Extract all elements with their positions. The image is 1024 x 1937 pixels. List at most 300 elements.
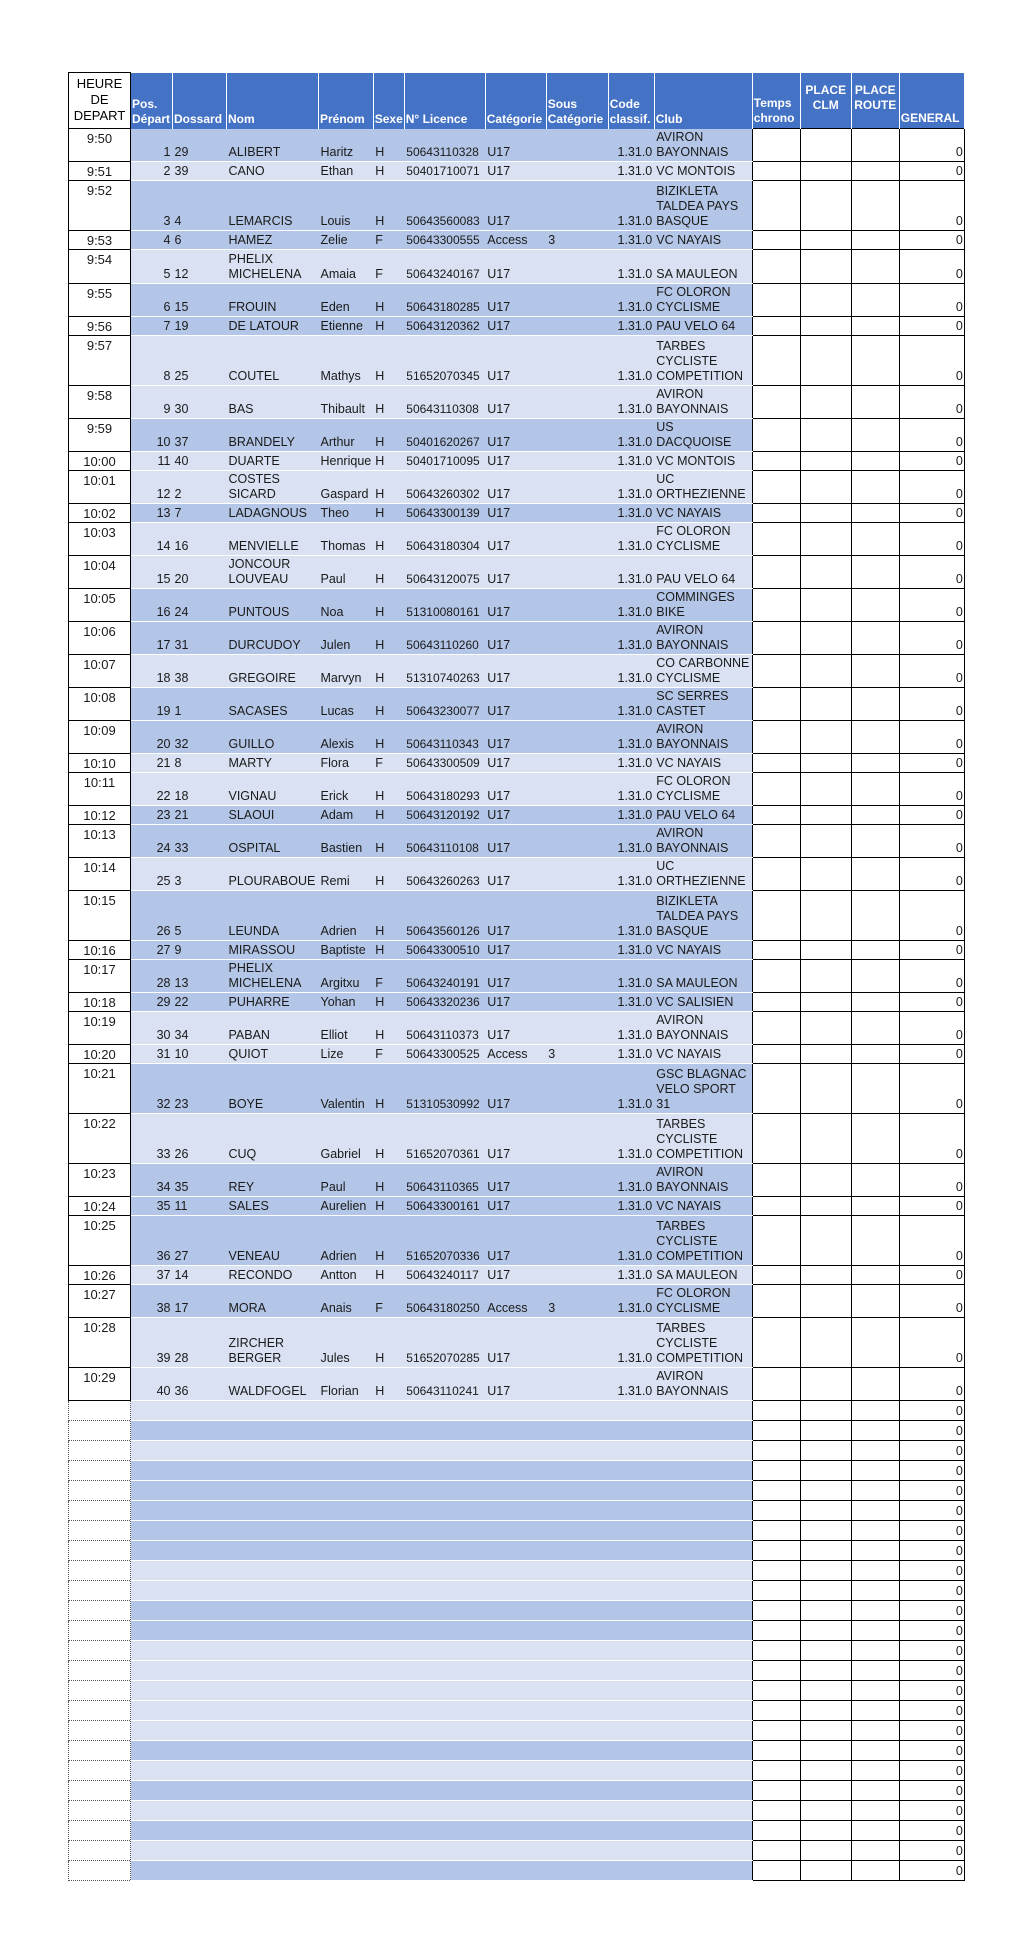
place-clm-cell — [800, 1064, 851, 1114]
sub-category-cell — [546, 589, 608, 622]
sub-category-cell — [546, 419, 608, 452]
table-row — [69, 1216, 965, 1266]
classification-code-cell — [608, 1501, 654, 1521]
start-time-cell: 9:52 — [69, 181, 131, 231]
general-cell: 0 — [899, 1521, 964, 1541]
category-cell — [485, 1501, 546, 1521]
table-row — [69, 858, 965, 891]
license-cell — [404, 1701, 485, 1721]
license-cell — [404, 1481, 485, 1501]
club-cell: SA MAULEON — [654, 960, 752, 993]
place-route-cell — [851, 336, 899, 386]
sex-cell — [373, 1541, 404, 1561]
classification-code-cell — [608, 1801, 654, 1821]
classification-code-cell: 1.31.0 — [608, 688, 654, 721]
license-cell — [404, 1541, 485, 1561]
category-cell — [485, 1541, 546, 1561]
sex-cell — [373, 1761, 404, 1781]
general-cell: 0 — [899, 858, 964, 891]
bib-number-cell: 30 — [173, 386, 227, 419]
general-cell: 0 — [899, 754, 964, 773]
sub-category-cell — [546, 471, 608, 504]
position-cell — [131, 1581, 173, 1601]
general-cell: 0 — [899, 1621, 964, 1641]
first-name-cell: Yohan — [319, 993, 374, 1012]
start-time-cell: 10:20 — [69, 1045, 131, 1064]
category-cell: U17 — [485, 941, 546, 960]
bib-number-cell: 26 — [173, 1114, 227, 1164]
start-time-cell: 10:27 — [69, 1285, 131, 1318]
chrono-time-cell — [752, 1045, 800, 1064]
last-name-cell: JONCOUR LOUVEAU — [227, 556, 319, 589]
club-cell: US DACQUOISE — [654, 419, 752, 452]
general-cell: 0 — [899, 1318, 964, 1368]
club-cell: VC NAYAIS — [654, 1045, 752, 1064]
place-clm-cell — [800, 162, 851, 181]
license-cell: 50643120192 — [404, 806, 485, 825]
table-row — [69, 181, 965, 231]
sex-cell: H — [373, 993, 404, 1012]
license-cell — [404, 1801, 485, 1821]
license-cell: 50643120362 — [404, 317, 485, 336]
table-row — [69, 504, 965, 523]
position-cell: 19 — [131, 688, 173, 721]
start-time-cell: 10:01 — [69, 471, 131, 504]
license-cell: 50643300555 — [404, 231, 485, 250]
category-cell — [485, 1701, 546, 1721]
first-name-cell — [319, 1661, 374, 1681]
category-cell: U17 — [485, 1197, 546, 1216]
last-name-cell — [227, 1741, 319, 1761]
license-cell — [404, 1761, 485, 1781]
start-time-cell — [69, 1541, 131, 1561]
place-clm-cell — [800, 556, 851, 589]
category-cell: U17 — [485, 1368, 546, 1401]
last-name-cell — [227, 1421, 319, 1441]
chrono-time-cell — [752, 960, 800, 993]
bib-number-cell — [173, 1581, 227, 1601]
position-cell — [131, 1441, 173, 1461]
sub-category-cell — [546, 1561, 608, 1581]
sex-cell — [373, 1781, 404, 1801]
position-cell — [131, 1721, 173, 1741]
sex-cell: H — [373, 825, 404, 858]
bib-number-cell: 3 — [173, 858, 227, 891]
start-time-cell: 10:02 — [69, 504, 131, 523]
sub-category-cell — [546, 1164, 608, 1197]
first-name-cell: Adrien — [319, 891, 374, 941]
license-cell: 50401710071 — [404, 162, 485, 181]
place-route-cell — [851, 419, 899, 452]
sex-cell — [373, 1801, 404, 1821]
table-row — [69, 1064, 965, 1114]
category-cell — [485, 1661, 546, 1681]
table-row — [69, 993, 965, 1012]
empty-table-row — [69, 1481, 965, 1501]
sub-category-cell — [546, 162, 608, 181]
bib-number-cell: 32 — [173, 721, 227, 754]
position-cell — [131, 1841, 173, 1861]
place-route-cell — [851, 471, 899, 504]
last-name-cell: RECONDO — [227, 1266, 319, 1285]
sub-category-cell — [546, 504, 608, 523]
bib-number-cell: 21 — [173, 806, 227, 825]
position-cell — [131, 1421, 173, 1441]
category-cell: U17 — [485, 1064, 546, 1114]
club-cell: BIZIKLETA TALDEA PAYS BASQUE — [654, 181, 752, 231]
bib-number-cell: 12 — [173, 250, 227, 284]
last-name-cell: PHELIX MICHELENA — [227, 960, 319, 993]
club-cell: TARBES CYCLISTE COMPETITION — [654, 336, 752, 386]
bib-number-cell: 8 — [173, 754, 227, 773]
classification-code-cell — [608, 1741, 654, 1761]
place-clm-cell — [800, 1045, 851, 1064]
chrono-time-cell — [752, 162, 800, 181]
category-cell — [485, 1421, 546, 1441]
place-clm-cell — [800, 754, 851, 773]
general-cell: 0 — [899, 452, 964, 471]
place-route-cell — [851, 1661, 899, 1681]
club-cell: TARBES CYCLISTE COMPETITION — [654, 1318, 752, 1368]
sub-category-cell — [546, 284, 608, 317]
place-clm-cell — [800, 721, 851, 754]
first-name-cell — [319, 1741, 374, 1761]
sub-category-cell — [546, 655, 608, 688]
first-name-cell: Elliot — [319, 1012, 374, 1045]
club-cell — [654, 1681, 752, 1701]
first-name-cell — [319, 1641, 374, 1661]
club-cell: AVIRON BAYONNAIS — [654, 622, 752, 655]
classification-code-cell — [608, 1521, 654, 1541]
position-cell: 15 — [131, 556, 173, 589]
general-cell: 0 — [899, 1701, 964, 1721]
sex-cell: H — [373, 452, 404, 471]
start-time-cell — [69, 1681, 131, 1701]
club-cell: AVIRON BAYONNAIS — [654, 1368, 752, 1401]
start-time-cell — [69, 1461, 131, 1481]
club-cell: VC NAYAIS — [654, 504, 752, 523]
sub-category-cell — [546, 1661, 608, 1681]
header-row — [69, 73, 965, 129]
sub-category-cell — [546, 1681, 608, 1701]
category-cell: U17 — [485, 858, 546, 891]
chrono-time-cell — [752, 1461, 800, 1481]
position-cell: 36 — [131, 1216, 173, 1266]
category-cell — [485, 1601, 546, 1621]
club-cell — [654, 1541, 752, 1561]
first-name-cell: Argitxu — [319, 960, 374, 993]
start-time-cell: 10:28 — [69, 1318, 131, 1368]
place-clm-cell — [800, 1741, 851, 1761]
sex-cell: H — [373, 891, 404, 941]
last-name-cell: OSPITAL — [227, 825, 319, 858]
sub-category-cell — [546, 1841, 608, 1861]
general-cell: 0 — [899, 1801, 964, 1821]
last-name-cell: PUNTOUS — [227, 589, 319, 622]
chrono-time-cell — [752, 754, 800, 773]
bib-number-cell — [173, 1621, 227, 1641]
sub-category-cell — [546, 1801, 608, 1821]
place-clm-cell — [800, 419, 851, 452]
sub-category-cell — [546, 721, 608, 754]
club-cell — [654, 1621, 752, 1641]
position-cell: 22 — [131, 773, 173, 806]
first-name-cell: Thibault — [319, 386, 374, 419]
last-name-cell: MENVIELLE — [227, 523, 319, 556]
last-name-cell: PLOURABOUE — [227, 858, 319, 891]
bib-number-cell — [173, 1521, 227, 1541]
classification-code-cell: 1.31.0 — [608, 129, 654, 162]
last-name-cell: COSTES SICARD — [227, 471, 319, 504]
general-cell: 0 — [899, 1641, 964, 1661]
category-cell: U17 — [485, 336, 546, 386]
club-cell: FC OLORON CYCLISME — [654, 773, 752, 806]
club-cell: PAU VELO 64 — [654, 556, 752, 589]
first-name-cell — [319, 1441, 374, 1461]
sub-category-cell — [546, 993, 608, 1012]
sex-cell: H — [373, 336, 404, 386]
license-cell: 50401710095 — [404, 452, 485, 471]
empty-table-row — [69, 1721, 965, 1741]
place-clm-cell — [800, 1701, 851, 1721]
category-cell: U17 — [485, 1216, 546, 1266]
sex-cell — [373, 1561, 404, 1581]
classification-code-cell: 1.31.0 — [608, 773, 654, 806]
sub-category-cell — [546, 1541, 608, 1561]
last-name-cell — [227, 1781, 319, 1801]
first-name-cell — [319, 1621, 374, 1641]
sub-category-cell — [546, 1821, 608, 1841]
club-cell: VC SALISIEN — [654, 993, 752, 1012]
classification-code-cell — [608, 1781, 654, 1801]
classification-code-cell: 1.31.0 — [608, 993, 654, 1012]
category-cell: U17 — [485, 181, 546, 231]
chrono-time-cell — [752, 655, 800, 688]
general-cell: 0 — [899, 941, 964, 960]
position-cell: 29 — [131, 993, 173, 1012]
license-cell — [404, 1441, 485, 1461]
category-cell: U17 — [485, 1012, 546, 1045]
category-cell: Access — [485, 231, 546, 250]
position-cell: 12 — [131, 471, 173, 504]
place-clm-cell — [800, 1164, 851, 1197]
category-cell: U17 — [485, 284, 546, 317]
bib-number-cell — [173, 1661, 227, 1681]
sub-category-cell — [546, 556, 608, 589]
place-clm-cell — [800, 504, 851, 523]
bib-number-cell: 19 — [173, 317, 227, 336]
bib-number-cell: 10 — [173, 1045, 227, 1064]
classification-code-cell — [608, 1661, 654, 1681]
license-cell: 50643300510 — [404, 941, 485, 960]
sub-category-cell — [546, 1401, 608, 1421]
sex-cell — [373, 1681, 404, 1701]
place-clm-cell — [800, 688, 851, 721]
classification-code-cell — [608, 1461, 654, 1481]
first-name-cell: Bastien — [319, 825, 374, 858]
license-cell: 50643300161 — [404, 1197, 485, 1216]
last-name-cell — [227, 1801, 319, 1821]
bib-number-cell — [173, 1541, 227, 1561]
sex-cell — [373, 1421, 404, 1441]
last-name-cell — [227, 1521, 319, 1541]
bib-number-cell: 24 — [173, 589, 227, 622]
first-name-cell — [319, 1801, 374, 1821]
category-cell — [485, 1521, 546, 1541]
license-cell: 50643260302 — [404, 471, 485, 504]
sub-category-cell — [546, 806, 608, 825]
club-cell: COMMINGES BIKE — [654, 589, 752, 622]
start-time-cell — [69, 1621, 131, 1641]
position-cell: 40 — [131, 1368, 173, 1401]
last-name-cell — [227, 1601, 319, 1621]
sex-cell: H — [373, 1216, 404, 1266]
sub-category-cell — [546, 1701, 608, 1721]
chrono-time-cell — [752, 1441, 800, 1461]
last-name-cell: DUARTE — [227, 452, 319, 471]
classification-code-cell: 1.31.0 — [608, 1266, 654, 1285]
classification-code-cell: 1.31.0 — [608, 1012, 654, 1045]
last-name-cell: VIGNAU — [227, 773, 319, 806]
chrono-time-cell — [752, 1681, 800, 1701]
first-name-cell: Erick — [319, 773, 374, 806]
category-cell — [485, 1741, 546, 1761]
position-cell: 13 — [131, 504, 173, 523]
sub-category-cell — [546, 1761, 608, 1781]
bib-number-cell — [173, 1801, 227, 1821]
category-cell: U17 — [485, 556, 546, 589]
place-clm-cell — [800, 773, 851, 806]
club-cell: VC NAYAIS — [654, 231, 752, 250]
last-name-cell — [227, 1661, 319, 1681]
place-route-cell — [851, 1581, 899, 1601]
start-time-cell — [69, 1801, 131, 1821]
position-cell: 24 — [131, 825, 173, 858]
bib-number-cell — [173, 1721, 227, 1741]
place-route-cell — [851, 773, 899, 806]
general-cell: 0 — [899, 1441, 964, 1461]
sex-cell — [373, 1701, 404, 1721]
place-route-cell — [851, 1266, 899, 1285]
classification-code-cell: 1.31.0 — [608, 419, 654, 452]
sex-cell — [373, 1721, 404, 1741]
table-row — [69, 688, 965, 721]
license-cell: 50643560126 — [404, 891, 485, 941]
table-row — [69, 1197, 965, 1216]
classification-code-cell: 1.31.0 — [608, 336, 654, 386]
place-route-cell — [851, 589, 899, 622]
sex-cell: H — [373, 1368, 404, 1401]
license-cell: 50643180293 — [404, 773, 485, 806]
empty-table-row — [69, 1401, 965, 1421]
last-name-cell — [227, 1561, 319, 1581]
chrono-time-cell — [752, 858, 800, 891]
start-time-cell — [69, 1701, 131, 1721]
general-cell: 0 — [899, 1681, 964, 1701]
first-name-cell: Julen — [319, 622, 374, 655]
first-name-cell: Adam — [319, 806, 374, 825]
place-route-cell — [851, 721, 899, 754]
classification-code-cell: 1.31.0 — [608, 1064, 654, 1114]
first-name-cell — [319, 1521, 374, 1541]
chrono-time-cell — [752, 504, 800, 523]
bib-number-cell: 2 — [173, 471, 227, 504]
place-route-cell — [851, 1861, 899, 1881]
chrono-time-cell — [752, 1401, 800, 1421]
start-time-cell — [69, 1641, 131, 1661]
place-clm-cell — [800, 1821, 851, 1841]
first-name-cell — [319, 1721, 374, 1741]
place-route-cell — [851, 250, 899, 284]
start-time-cell: 10:10 — [69, 754, 131, 773]
first-name-cell: Gabriel — [319, 1114, 374, 1164]
place-clm-cell — [800, 1801, 851, 1821]
license-cell — [404, 1521, 485, 1541]
sub-category-cell — [546, 1421, 608, 1441]
empty-table-row — [69, 1701, 965, 1721]
club-cell: UC ORTHEZIENNE — [654, 471, 752, 504]
last-name-cell: FROUIN — [227, 284, 319, 317]
license-cell: 50643110108 — [404, 825, 485, 858]
sex-cell: H — [373, 773, 404, 806]
position-cell — [131, 1781, 173, 1801]
place-route-cell — [851, 1164, 899, 1197]
chrono-time-cell — [752, 1841, 800, 1861]
bib-number-cell — [173, 1701, 227, 1721]
license-cell: 51652070285 — [404, 1318, 485, 1368]
club-cell: AVIRON BAYONNAIS — [654, 721, 752, 754]
start-time-cell: 9:54 — [69, 250, 131, 284]
chrono-time-cell — [752, 129, 800, 162]
position-cell: 17 — [131, 622, 173, 655]
club-cell: SA MAULEON — [654, 1266, 752, 1285]
classification-code-cell: 1.31.0 — [608, 317, 654, 336]
general-cell: 0 — [899, 336, 964, 386]
header-heure-depart: HEURE DE DEPART — [69, 73, 131, 129]
chrono-time-cell — [752, 317, 800, 336]
bib-number-cell: 5 — [173, 891, 227, 941]
category-cell: U17 — [485, 1114, 546, 1164]
sex-cell: H — [373, 1164, 404, 1197]
club-cell: VC NAYAIS — [654, 754, 752, 773]
chrono-time-cell — [752, 773, 800, 806]
classification-code-cell: 1.31.0 — [608, 1045, 654, 1064]
general-cell: 0 — [899, 1861, 964, 1881]
position-cell: 11 — [131, 452, 173, 471]
classification-code-cell: 1.31.0 — [608, 386, 654, 419]
last-name-cell: COUTEL — [227, 336, 319, 386]
club-cell: SC SERRES CASTET — [654, 688, 752, 721]
general-cell: 0 — [899, 1012, 964, 1045]
start-time-cell: 9:57 — [69, 336, 131, 386]
empty-table-row — [69, 1461, 965, 1481]
club-cell — [654, 1461, 752, 1481]
last-name-cell — [227, 1721, 319, 1741]
empty-table-row — [69, 1601, 965, 1621]
header-temps-chrono: Temps chrono — [752, 73, 800, 129]
first-name-cell: Noa — [319, 589, 374, 622]
sex-cell — [373, 1821, 404, 1841]
sub-category-cell — [546, 960, 608, 993]
classification-code-cell — [608, 1681, 654, 1701]
last-name-cell — [227, 1621, 319, 1641]
last-name-cell: PHELIX MICHELENA — [227, 250, 319, 284]
club-cell — [654, 1741, 752, 1761]
chrono-time-cell — [752, 1621, 800, 1641]
sex-cell — [373, 1441, 404, 1461]
sub-category-cell — [546, 181, 608, 231]
first-name-cell: Baptiste — [319, 941, 374, 960]
